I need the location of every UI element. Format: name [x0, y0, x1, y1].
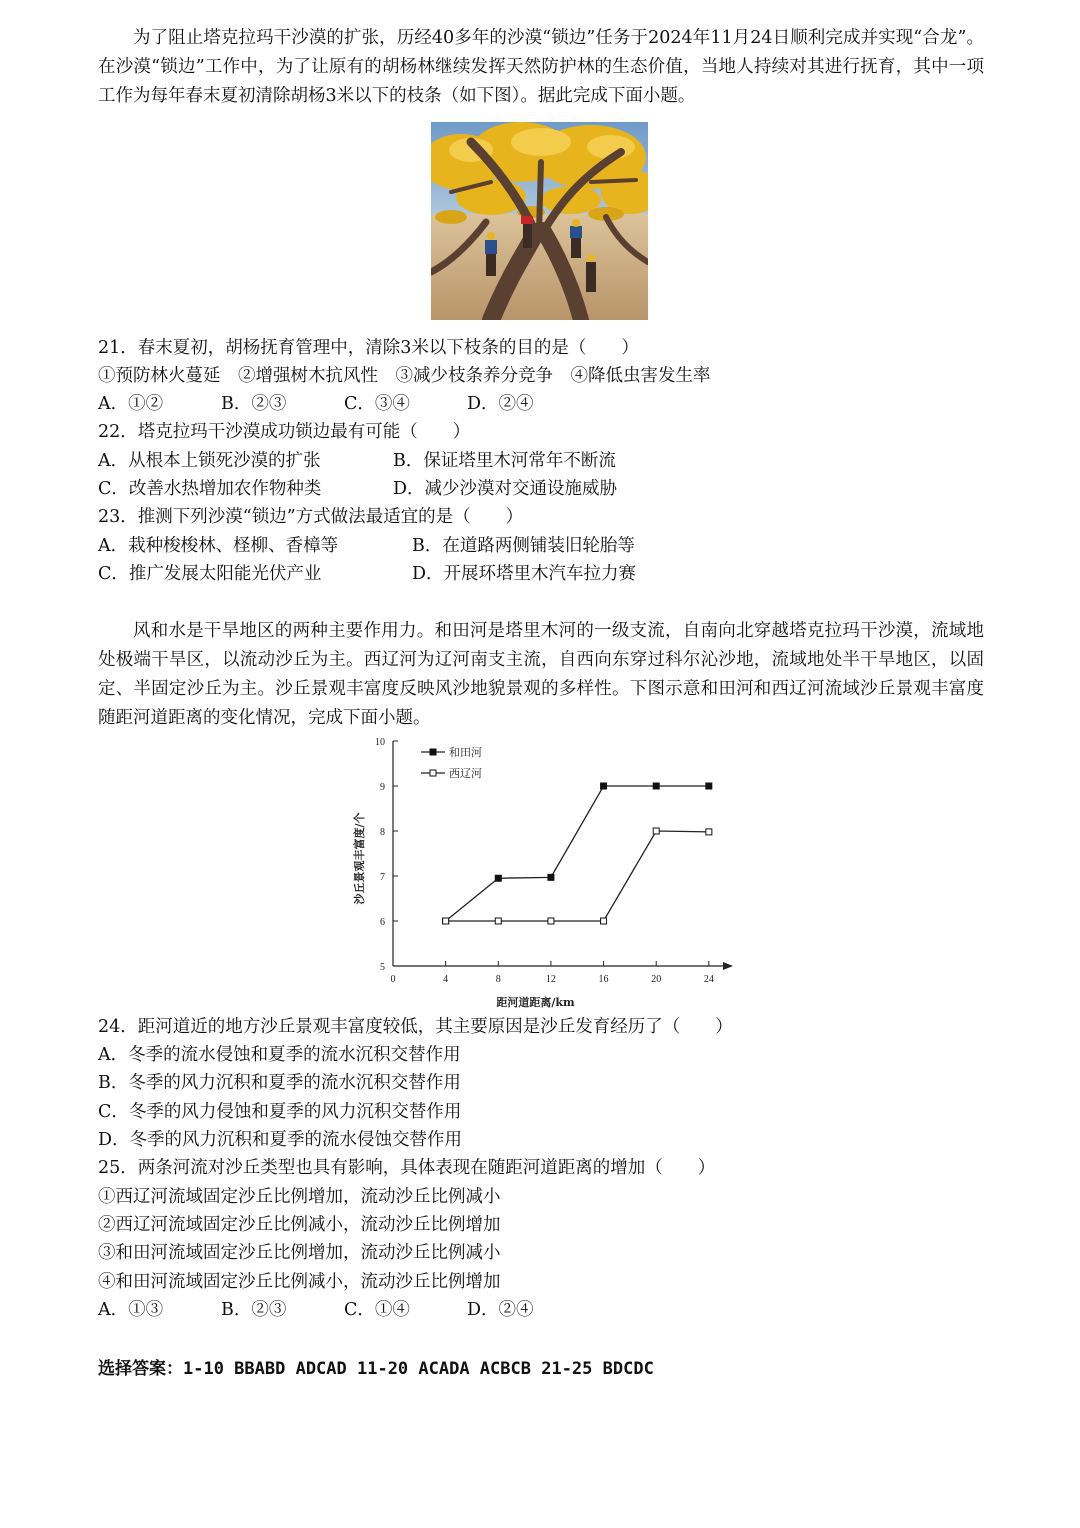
x-tick-label: 4: [443, 974, 449, 985]
q21-option-b[interactable]: B．②③: [221, 394, 287, 414]
legend-marker-1: [430, 749, 436, 755]
y-tick-label: 5: [380, 962, 385, 973]
q25-option-a[interactable]: A．①③: [98, 1300, 164, 1320]
q21-stem: 21．春末夏初，胡杨抚育管理中，清除3米以下枝条的目的是（ ）: [98, 338, 639, 358]
data-point-1: [495, 875, 501, 881]
answer-label: 选择答案：: [98, 1359, 183, 1379]
q22-option-c[interactable]: C．改善水热增加农作物种类: [98, 479, 322, 499]
series-line-2: [446, 831, 709, 921]
q22-options-row2: [98, 475, 617, 503]
data-point-1: [653, 783, 659, 789]
data-point-2: [706, 829, 712, 835]
line-chart-svg: [345, 730, 745, 1015]
q21-option-c[interactable]: C．③④: [344, 394, 410, 414]
answer-text: 1-10 BBABD ADCAD 11-20 ACADA ACBCB 21-25 BDCDC: [183, 1359, 654, 1379]
q25-options: [98, 1296, 534, 1324]
q24-option-d[interactable]: D．冬季的风力沉积和夏季的流水侵蚀交替作用: [98, 1130, 463, 1150]
y-tick-label: 9: [380, 782, 385, 793]
q25-option-b[interactable]: B．②③: [221, 1300, 287, 1320]
x-tick-label: 0: [390, 974, 396, 985]
q22-option-d[interactable]: D．减少沙漠对交通设施威胁: [393, 479, 618, 499]
q25-option-c[interactable]: C．①④: [344, 1300, 410, 1320]
series-line-1: [446, 786, 709, 921]
q22-options-row1: [98, 447, 616, 475]
q21-option-d[interactable]: D．②④: [467, 394, 534, 414]
legend-label-2: 西辽河: [449, 767, 482, 780]
data-point-2: [601, 918, 607, 924]
populus-euphratica-photo: [431, 122, 648, 320]
x-axis-arrow: [723, 962, 733, 970]
q21-option-a[interactable]: A．①②: [98, 394, 164, 414]
data-point-1: [548, 874, 554, 880]
x-axis-label: 距河道距离/km: [496, 996, 575, 1009]
y-tick-label: 7: [380, 872, 385, 883]
x-tick-label: 16: [598, 974, 609, 985]
passage-2: 风和水是干旱地区的两种主要作用力。和田河是塔里木河的一级支流，自南向北穿越塔克拉玛干沙漠，流域地处极端干旱区，以流动沙丘为主。西辽河为辽河南支主流，自西向东穿过科尔沁沙地，流域地处半干旱地区，以固定、半固定沙丘为主。沙丘景观丰富度反映风沙地貌景观的多样性。下图示意和田河和西辽河流域沙丘景观丰富度随距河道距离的变化情况，完成下面小题。: [98, 621, 984, 728]
data-point-2: [548, 918, 554, 924]
q25-stem: 25．两条河流对沙丘类型也具有影响，具体表现在随距河道距离的增加（ ）: [98, 1158, 716, 1178]
x-tick-label: 20: [651, 974, 662, 985]
y-tick-label: 8: [380, 827, 385, 838]
data-point-1: [601, 783, 607, 789]
q25-item-3: ③和田河流域固定沙丘比例增加，流动沙丘比例减小: [98, 1243, 501, 1263]
q25-item-1: ①西辽河流域固定沙丘比例增加，流动沙丘比例减小: [98, 1187, 501, 1207]
q23-options-row1: [98, 532, 635, 560]
answer-key: [98, 1354, 654, 1379]
q22-stem: 22．塔克拉玛干沙漠成功锁边最有可能（ ）: [98, 422, 471, 442]
y-tick-label: 10: [375, 737, 385, 748]
q22-option-a[interactable]: A．从根本上锁死沙漠的扩张: [98, 451, 321, 471]
passage-1: 为了阻止塔克拉玛干沙漠的扩张，历经40多年的沙漠“锁边”任务于2024年11月24日顺利完成并实现“合龙”。在沙漠“锁边”工作中，为了让原有的胡杨林继续发挥天然防护林的生态价值，当地人持续对其进行抚育，其中一项工作为每年春末夏初清除胡杨3米以下的枝条（如下图）。据此完成下面小题。: [98, 28, 984, 106]
x-tick-label: 12: [545, 974, 556, 985]
x-tick-label: 24: [703, 974, 714, 985]
data-point-2: [443, 918, 449, 924]
q23-option-c[interactable]: C．推广发展太阳能光伏产业: [98, 564, 322, 584]
data-point-2: [495, 918, 501, 924]
q22-option-b[interactable]: B．保证塔里木河常年不断流: [393, 451, 616, 471]
data-point-2: [653, 828, 659, 834]
q24-stem: 24．距河道近的地方沙丘景观丰富度较低，其主要原因是沙丘发育经历了（ ）: [98, 1017, 733, 1037]
data-point-1: [706, 783, 712, 789]
q23-option-a[interactable]: A．栽种梭梭林、柽柳、香樟等: [98, 536, 339, 556]
q21-items: ①预防林火蔓延 ②增强树木抗风性 ③减少枝条养分竞争 ④降低虫害发生率: [98, 366, 711, 386]
q25-item-4: ④和田河流域固定沙丘比例减小，流动沙丘比例增加: [98, 1272, 501, 1292]
y-tick-label: 6: [380, 917, 385, 928]
q24-option-a[interactable]: A．冬季的流水侵蚀和夏季的流水沉积交替作用: [98, 1045, 461, 1065]
x-tick-label: 8: [495, 974, 501, 985]
legend-marker-2: [430, 770, 436, 776]
q23-options-row2: [98, 560, 636, 588]
dune-richness-chart: [345, 730, 745, 1019]
legend-label-1: 和田河: [449, 746, 482, 759]
q24-option-c[interactable]: C．冬季的风力侵蚀和夏季的风力沉积交替作用: [98, 1102, 462, 1122]
q24-option-b[interactable]: B．冬季的风力沉积和夏季的流水沉积交替作用: [98, 1073, 461, 1093]
q23-option-b[interactable]: B．在道路两侧铺装旧轮胎等: [412, 536, 635, 556]
q23-option-d[interactable]: D．开展环塔里木汽车拉力赛: [412, 564, 637, 584]
q25-item-2: ②西辽河流域固定沙丘比例减小，流动沙丘比例增加: [98, 1215, 501, 1235]
q23-stem: 23．推测下列沙漠“锁边”方式做法最适宜的是（ ）: [98, 507, 524, 527]
q25-option-d[interactable]: D．②④: [467, 1300, 534, 1320]
q21-options: [98, 390, 534, 418]
y-axis-label: 沙丘景观丰富度/个: [353, 812, 366, 905]
